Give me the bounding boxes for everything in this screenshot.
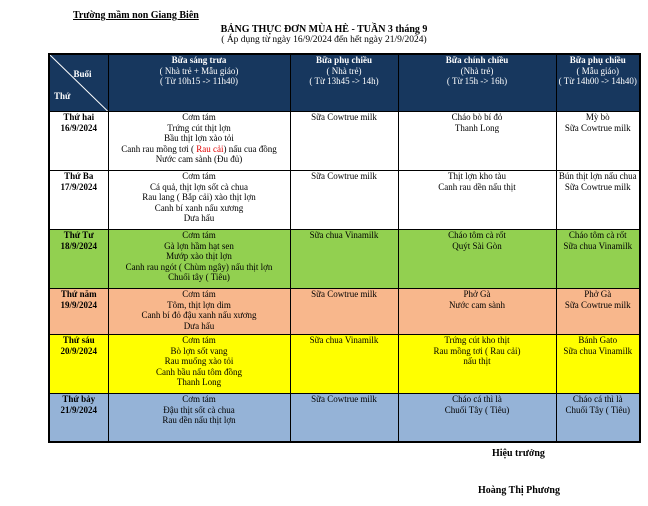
dish-line: Đậu thịt sốt cà chua (163, 404, 235, 415)
dish-line: Phở Gà (584, 289, 612, 299)
menu-cell-col4 (556, 171, 640, 230)
dish-line: Cá quả, thịt lợn sốt cà chua (150, 181, 248, 192)
dish-line: Cơm tám (182, 112, 216, 122)
column-header-group: ( Nhà trẻ) (326, 65, 362, 76)
dish-line: Bún thịt lợn nấu chua (558, 171, 637, 181)
menu-cell-col1 (108, 112, 290, 171)
dish-line: Phở Gà (463, 289, 491, 299)
dish-line: Canh bí đỏ đậu xanh nấu xương (141, 310, 257, 321)
dish-line: Rau mồng tơi ( Rau cải) (433, 345, 521, 356)
menu-cell-col3 (398, 230, 556, 289)
day-date: 17/9/2024 (60, 181, 97, 192)
dish-line: Cơm tám (182, 230, 216, 240)
dish-line: Sữa Cowtrue milk (311, 171, 377, 181)
dish-part: ) nấu cua đồng (223, 143, 277, 154)
menu-cell-col2 (290, 289, 398, 335)
menu-cell-col3 (398, 394, 556, 442)
diagonal-line (50, 55, 108, 111)
column-header-2 (290, 54, 398, 112)
menu-cell-col2 (290, 335, 398, 394)
column-header-title: Bữa sáng trưa (171, 55, 227, 65)
menu-cell-col3 (398, 112, 556, 171)
menu-title: BẢNG THỰC ĐƠN MÙA HÈ - TUẦN 3 tháng 9 (220, 24, 428, 35)
dish-line: Trứng cút kho thịt (444, 335, 510, 345)
menu-cell-col1 (108, 230, 290, 289)
dish-line: Cơm tám (182, 289, 216, 299)
dish-line: Cháo bò bí đỏ (451, 112, 503, 122)
column-header-time: ( Từ 13h45 -> 14h) (309, 76, 379, 87)
dish-line: nấu thịt (463, 356, 491, 367)
dish-line: Nước cam sành (448, 299, 506, 310)
menu-cell-col4 (556, 394, 640, 442)
menu-cell-col4 (556, 230, 640, 289)
dish-line: Mướp xào thịt lợn (166, 251, 232, 262)
dish-line: Canh rau ngót ( Chùm ngây) nấu thịt lợn (125, 261, 273, 272)
dish-line: Sữa chua Vinamilk (563, 345, 633, 356)
column-header-group: (Nhà trẻ) (460, 65, 494, 76)
dish-line: Rau dền nấu thịt lợn (162, 415, 236, 426)
day-date: 18/9/2024 (60, 240, 97, 251)
dish-line: Bầu thịt lợn xào tỏi (164, 133, 234, 144)
day-name: Thứ bảy (62, 394, 96, 404)
day-cell (49, 394, 108, 442)
dish-line: Dưa hấu (183, 320, 215, 331)
day-name: Thứ hai (63, 112, 95, 122)
corner-cell (49, 54, 108, 112)
dish-line: Thanh Long (176, 377, 222, 388)
menu-cell-col2 (290, 394, 398, 442)
dish-line: Canh bí xanh nấu xương (154, 202, 244, 213)
dish-line: Cháo cá thì là (452, 394, 502, 404)
day-cell (49, 230, 108, 289)
corner-label-day: Thứ (54, 91, 71, 101)
dish-line: Canh rau dền nấu thịt (438, 181, 516, 192)
column-header-title: Bữa phụ chiều (569, 55, 626, 65)
school-name: Trường mầm non Giang Biên (73, 10, 199, 21)
menu-row (49, 171, 640, 230)
day-name: Thứ Tư (63, 230, 94, 240)
corner-label-meal: Buổi (73, 69, 92, 79)
dish-part: Canh rau mồng tơi ( (121, 143, 197, 154)
dish-line: Chuối Tây ( Tiêu) (444, 404, 510, 415)
dish-line: Chuối tây ( Tiêu) (168, 272, 230, 283)
column-header-time: ( Từ 10h15 -> 11h40) (160, 76, 238, 87)
principal-title: Hiệu trưởng (492, 448, 545, 459)
menu-row (49, 230, 640, 289)
dish-line: Sữa Cowtrue milk (564, 122, 631, 133)
menu-row (49, 289, 640, 335)
day-cell (49, 335, 108, 394)
column-header-group: ( Nhà trẻ + Mẫu giáo) (159, 65, 239, 76)
menu-cell-col1 (108, 335, 290, 394)
dish-line: Canh bầu nấu tôm đồng (156, 366, 242, 377)
dish-line (110, 144, 289, 155)
dish-line: Tôm, thịt lợn dim (167, 299, 231, 310)
menu-cell-col1 (108, 171, 290, 230)
dish-line: Gà lợn hầm hạt sen (164, 240, 234, 251)
dish-highlight: Rau cải (196, 143, 224, 154)
dish-line: Quýt Sài Gòn (452, 240, 502, 251)
dish-line: Rau lang ( Bắp cải) xào thịt lợn (142, 192, 256, 203)
dish-line: Trứng cút thịt lợn (167, 122, 231, 133)
menu-cell-col2 (290, 112, 398, 171)
menu-cell-col1 (108, 289, 290, 335)
menu-cell-col4 (556, 289, 640, 335)
dish-line: Mỳ bò (585, 112, 610, 122)
dish-line: Sữa chua Vinamilk (309, 335, 379, 345)
principal-name: Hoàng Thị Phương (478, 485, 560, 496)
day-cell (49, 289, 108, 335)
dish-line: Thanh Long (454, 122, 500, 133)
dish-line: Sữa chua Vinamilk (563, 240, 633, 251)
column-header-3 (398, 54, 556, 112)
dish-line: Bánh Gato (578, 335, 618, 345)
column-header-time: ( Từ 14h00 -> 14h40) (558, 76, 637, 87)
menu-row (49, 394, 640, 442)
dish-line: Dưa hấu (183, 213, 215, 224)
menu-cell-col1 (108, 394, 290, 442)
day-cell (49, 171, 108, 230)
menu-cell-col3 (398, 335, 556, 394)
column-header-title: Bữa chính chiều (445, 55, 509, 65)
day-date: 21/9/2024 (60, 404, 97, 415)
day-date: 19/9/2024 (60, 299, 97, 310)
column-header-title: Bữa phụ chiều (316, 55, 372, 65)
dish-line: Thịt lợn kho tàu (447, 171, 506, 181)
dish-line: Rau muống xào tỏi (164, 356, 234, 367)
dish-line: Sữa Cowtrue milk (564, 181, 631, 192)
menu-cell-col2 (290, 171, 398, 230)
dish-line: Cháo tôm cà rốt (568, 230, 627, 240)
column-header-4 (556, 54, 640, 112)
column-header-group: ( Mẫu giáo) (576, 65, 619, 76)
menu-cell-col2 (290, 230, 398, 289)
dish-line: Sữa Cowtrue milk (564, 299, 631, 310)
menu-row (49, 112, 640, 171)
menu-subtitle: ( Áp dụng từ ngày 16/9/2024 đến hết ngày 21/9/2024) (221, 35, 427, 45)
dish-line: Sữa Cowtrue milk (311, 394, 377, 404)
menu-table (48, 53, 641, 443)
day-date: 16/9/2024 (60, 122, 97, 133)
header-row (49, 54, 640, 112)
dish-line: Sữa Cowtrue milk (311, 289, 377, 299)
dish-line: Chuối Tây ( Tiêu) (565, 404, 631, 415)
day-name: Thứ sáu (62, 335, 95, 345)
menu-cell-col4 (556, 112, 640, 171)
menu-body (49, 112, 640, 442)
dish-line: Sữa Cowtrue milk (311, 112, 377, 122)
dish-line: Cơm tám (182, 394, 216, 404)
dish-line: Nước cam sành (Đu đủ) (155, 154, 243, 165)
menu-cell-col4 (556, 335, 640, 394)
dish-line: Sữa chua Vinamilk (309, 230, 379, 240)
day-date: 20/9/2024 (60, 345, 97, 356)
column-header-time: ( Từ 15h -> 16h) (446, 76, 508, 87)
menu-cell-col3 (398, 171, 556, 230)
menu-row (49, 335, 640, 394)
dish-line: Bò lợn sốt vang (170, 345, 228, 356)
column-header-1 (108, 54, 290, 112)
dish-line: Cơm tám (182, 171, 216, 181)
dish-line: Cơm tám (182, 335, 216, 345)
menu-cell-col3 (398, 289, 556, 335)
day-cell (49, 112, 108, 171)
day-name: Thứ năm (60, 289, 97, 299)
dish-line: Cháo cá thì là (572, 394, 623, 404)
dish-line: Cháo tôm cà rốt (448, 230, 506, 240)
day-name: Thứ Ba (64, 171, 94, 181)
